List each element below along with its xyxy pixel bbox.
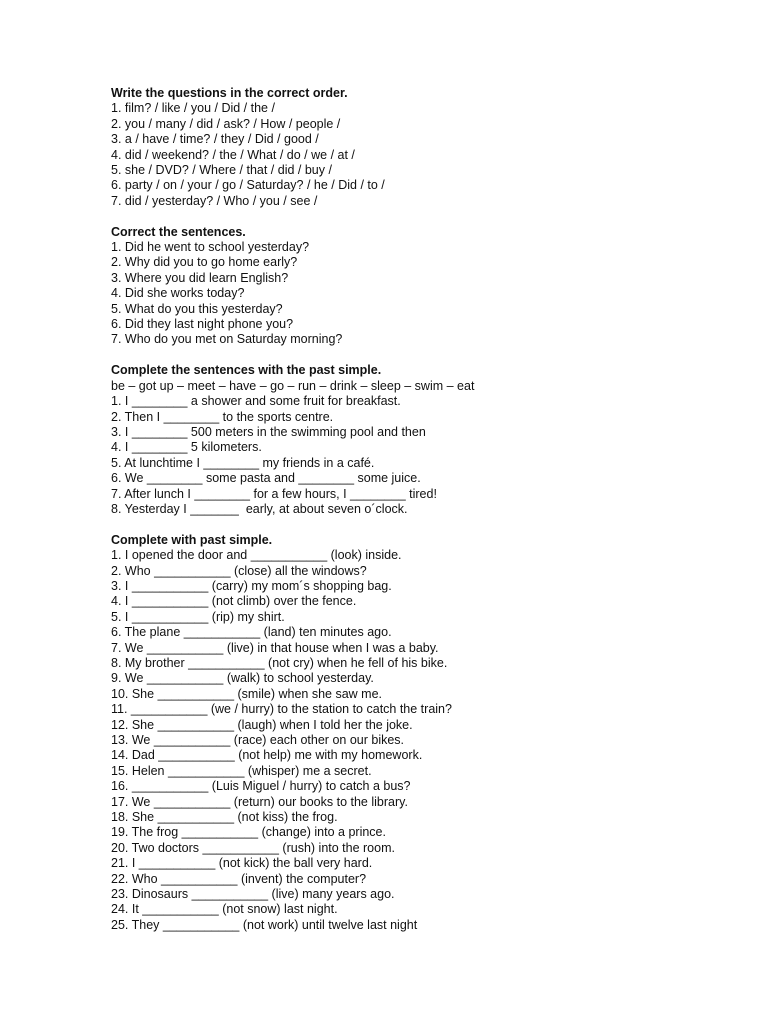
exercise-item: 24. It ___________ (not snow) last night.	[111, 902, 338, 917]
exercise-item: 2. Who ___________ (close) all the windows?	[111, 563, 367, 578]
exercise-item: 6. party / on / your / go / Saturday? / he / Did / to /	[111, 178, 385, 193]
exercise-item: 1. Did he went to school yesterday?	[111, 240, 310, 255]
exercise-item: 18. She ___________ (not kiss) the frog.	[111, 810, 338, 825]
exercise-item: 11. ___________ (we / hurry) to the station to catch the train?	[111, 702, 452, 717]
exercise-item: 4. did / weekend? / the / What / do / we / at /	[111, 147, 355, 162]
exercise-item: 21. I ___________ (not kick) the ball very hard.	[111, 856, 373, 871]
exercise-item: 3. I ___________ (carry) my mom´s shopping bag.	[111, 578, 392, 593]
exercise-item: 25. They ___________ (not work) until twelve last night	[111, 917, 418, 932]
exercise-section	[111, 363, 711, 517]
exercise-item: 19. The frog ___________ (change) into a prince.	[111, 825, 386, 840]
exercise-item: 2. Then I ________ to the sports centre.	[111, 409, 334, 424]
exercise-item: 17. We ___________ (return) our books to the library.	[111, 794, 408, 809]
exercise-item: 20. Two doctors ___________ (rush) into the room.	[111, 840, 395, 855]
exercise-item: 8. Yesterday I _______ early, at about seven o´clock.	[111, 501, 408, 516]
exercise-item: 4. I ________ 5 kilometers.	[111, 440, 262, 455]
exercise-item: 14. Dad ___________ (not help) me with my homework.	[111, 748, 423, 763]
exercise-item: 6. Did they last night phone you?	[111, 317, 294, 332]
worksheet-document	[111, 86, 711, 949]
exercise-item: 6. We ________ some pasta and ________ some juice.	[111, 471, 421, 486]
exercise-item: 7. Who do you met on Saturday morning?	[111, 332, 343, 347]
exercise-item: 7. After lunch I ________ for a few hours, I ________ tired!	[111, 486, 437, 501]
exercise-item: 9. We ___________ (walk) to school yesterday.	[111, 671, 374, 686]
exercise-item: 1. I ________ a shower and some fruit for breakfast.	[111, 394, 401, 409]
exercise-section	[111, 225, 711, 348]
exercise-section	[111, 86, 711, 209]
exercise-item: 22. Who ___________ (invent) the computer?	[111, 871, 367, 886]
exercise-item: 23. Dinosaurs ___________ (live) many years ago.	[111, 887, 395, 902]
exercise-item: 15. Helen ___________ (whisper) me a secret.	[111, 763, 372, 778]
exercise-item: 4. Did she works today?	[111, 286, 245, 301]
exercise-item: 5. At lunchtime I ________ my friends in a café.	[111, 455, 375, 470]
exercise-item: 1. I opened the door and ___________ (look) inside.	[111, 548, 402, 563]
exercise-heading: Correct the sentences.	[111, 224, 246, 239]
exercise-item: 3. I ________ 500 meters in the swimming pool and then	[111, 424, 426, 439]
exercise-item: 16. ___________ (Luis Miguel / hurry) to catch a bus?	[111, 779, 411, 794]
exercise-item: 10. She ___________ (smile) when she saw me.	[111, 686, 382, 701]
exercise-item: be – got up – meet – have – go – run – drink – sleep – swim – eat	[111, 378, 475, 393]
exercise-item: 5. she / DVD? / Where / that / did / buy /	[111, 163, 332, 178]
exercise-item: 8. My brother ___________ (not cry) when he fell of his bike.	[111, 655, 448, 670]
exercise-item: 6. The plane ___________ (land) ten minutes ago.	[111, 625, 392, 640]
exercise-item: 5. What do you this yesterday?	[111, 301, 283, 316]
exercise-item: 2. Why did you to go home early?	[111, 255, 298, 270]
exercise-item: 1. film? / like / you / Did / the /	[111, 101, 275, 116]
exercise-heading: Complete the sentences with the past simple.	[111, 363, 382, 378]
exercise-item: 4. I ___________ (not climb) over the fence.	[111, 594, 357, 609]
exercise-item: 13. We ___________ (race) each other on our bikes.	[111, 733, 405, 748]
exercise-item: 3. a / have / time? / they / Did / good /	[111, 132, 319, 147]
exercise-heading: Write the questions in the correct order.	[111, 86, 348, 100]
exercise-heading: Complete with past simple.	[111, 532, 273, 547]
exercise-item: 12. She ___________ (laugh) when I told her the joke.	[111, 717, 413, 732]
exercise-item: 7. did / yesterday? / Who / you / see /	[111, 193, 318, 208]
exercise-item: 5. I ___________ (rip) my shirt.	[111, 609, 285, 624]
exercise-item: 3. Where you did learn English?	[111, 270, 289, 285]
exercise-section	[111, 533, 711, 934]
exercise-item: 7. We ___________ (live) in that house when I was a baby.	[111, 640, 439, 655]
exercise-item: 2. you / many / did / ask? / How / people /	[111, 116, 341, 131]
